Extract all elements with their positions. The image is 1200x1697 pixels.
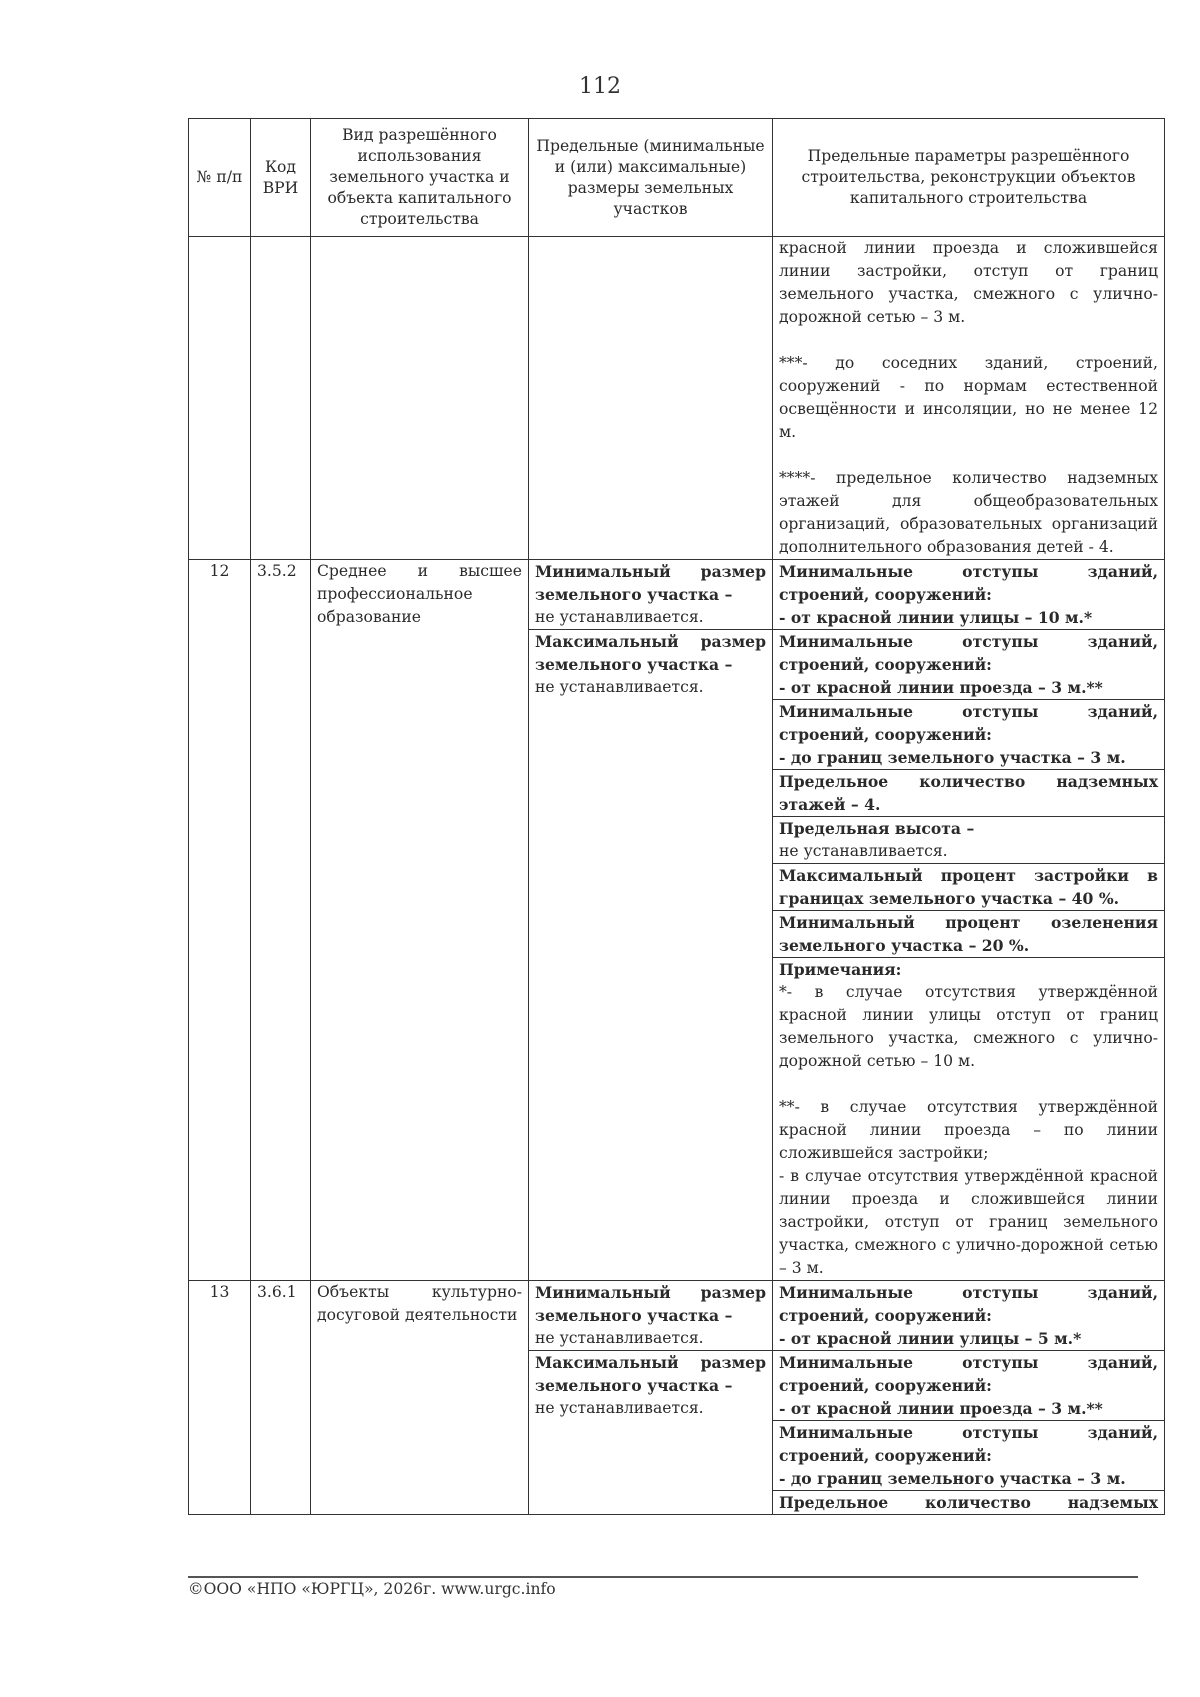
header-plot-sizes: Предельные (минимальные и (или) максимальные) размеры земельных участков (529, 119, 773, 237)
cell-empty (529, 237, 773, 560)
cell-empty (311, 237, 529, 560)
notes-title: Примечания: (779, 960, 902, 979)
floors-limit-partial: Предельное количество надземых (779, 1493, 1158, 1512)
min-size-label: Минимальный размер земельного участка – (535, 1283, 766, 1325)
cell-params (773, 560, 1165, 1281)
min-size-value: не устанавливается. (535, 608, 704, 626)
footer-divider (188, 1576, 1138, 1578)
continuation-text-2: ***- до соседних зданий, строений, сооружений - по нормам естественной освещённости и инсоляции, но не менее 12 м. (779, 354, 1158, 441)
setback-value: - от красной линии улицы – 5 м.* (779, 1329, 1082, 1348)
cell-plot-sizes (529, 560, 773, 1281)
footer-copyright: ©ООО «НПО «ЮРГЦ», 2026г. www.urgc.info (188, 1580, 556, 1598)
row-number: 12 (189, 560, 251, 1281)
setback-value: - от красной линии проезда – 3 м.** (779, 1399, 1103, 1418)
note-2b: - в случае отсутствия утверждённой красной линии проезда и сложившейся линии застройки, отступ от границ земельного участка, смежного с улично-дорожной сетью – 3 м. (779, 1167, 1158, 1277)
floors-limit: Предельное количество надземных этажей – 4. (779, 772, 1158, 814)
table-row-continuation (189, 237, 1165, 560)
cell-continuation-params (773, 237, 1165, 560)
cell-empty (189, 237, 251, 560)
row-use-name: Среднее и высшее профессиональное образование (311, 560, 529, 1281)
max-building-percent: Максимальный процент застройки в границах земельного участка – 40 %. (779, 866, 1158, 908)
max-size-value: не устанавливается. (535, 678, 704, 696)
row-number: 13 (189, 1281, 251, 1515)
setback-value: - от красной линии проезда – 3 м.** (779, 678, 1103, 697)
header-code: Код ВРИ (251, 119, 311, 237)
setback-label: Минимальные отступы зданий, строений, сооружений: (779, 1353, 1158, 1395)
header-use-type: Вид разрешённого использования земельного участка и объекта капитального строительства (311, 119, 529, 237)
row-use-name: Объекты культурно-досуговой деятельности (311, 1281, 529, 1515)
regulations-table (188, 118, 1165, 1515)
setback-value: - до границ земельного участка – 3 м. (779, 1469, 1126, 1488)
min-size-label: Минимальный размер земельного участка – (535, 562, 766, 604)
table-header-row (189, 119, 1165, 237)
min-greening-percent: Минимальный процент озеленения земельного участка – 20 %. (779, 913, 1158, 955)
max-size-value: не устанавливается. (535, 1399, 704, 1417)
max-size-label: Максимальный размер земельного участка – (535, 632, 766, 674)
continuation-text-3: ****- предельное количество надземных этажей для общеобразовательных организаций, образовательных организаций дополнительного образования детей - 4. (779, 469, 1158, 556)
setback-value: - до границ земельного участка – 3 м. (779, 748, 1126, 767)
row-code: 3.6.1 (251, 1281, 311, 1515)
setback-label: Минимальные отступы зданий, строений, сооружений: (779, 562, 1158, 604)
height-limit-label: Предельная высота – (779, 819, 975, 838)
note-2a: **- в случае отсутствия утверждённой красной линии проезда – по линии сложившейся застройки; (779, 1098, 1158, 1162)
page-number: 112 (579, 74, 621, 99)
min-size-value: не устанавливается. (535, 1329, 704, 1347)
setback-label: Минимальные отступы зданий, строений, сооружений: (779, 702, 1158, 744)
height-limit-value: не устанавливается. (779, 842, 948, 860)
cell-plot-sizes (529, 1281, 773, 1515)
setback-label: Минимальные отступы зданий, строений, сооружений: (779, 632, 1158, 674)
setback-value: - от красной линии улицы – 10 м.* (779, 608, 1093, 627)
max-size-label: Максимальный размер земельного участка – (535, 1353, 766, 1395)
continuation-text-1: красной линии проезда и сложившейся линии застройки, отступ от границ земельного участка, смежного с улично-дорожной сетью – 3 м. (779, 239, 1158, 326)
note-1: *- в случае отсутствия утверждённой красной линии улицы отступ от границ земельного участка, смежного с улично-дорожной сетью – 10 м. (779, 983, 1158, 1070)
setback-label: Минимальные отступы зданий, строений, сооружений: (779, 1283, 1158, 1325)
header-params: Предельные параметры разрешённого строительства, реконструкции объектов капитального строительства (773, 119, 1165, 237)
row-code: 3.5.2 (251, 560, 311, 1281)
table-row-13 (189, 1281, 1165, 1515)
setback-label: Минимальные отступы зданий, строений, сооружений: (779, 1423, 1158, 1465)
cell-params (773, 1281, 1165, 1515)
cell-empty (251, 237, 311, 560)
table-row-12 (189, 560, 1165, 1281)
header-num: № п/п (189, 119, 251, 237)
